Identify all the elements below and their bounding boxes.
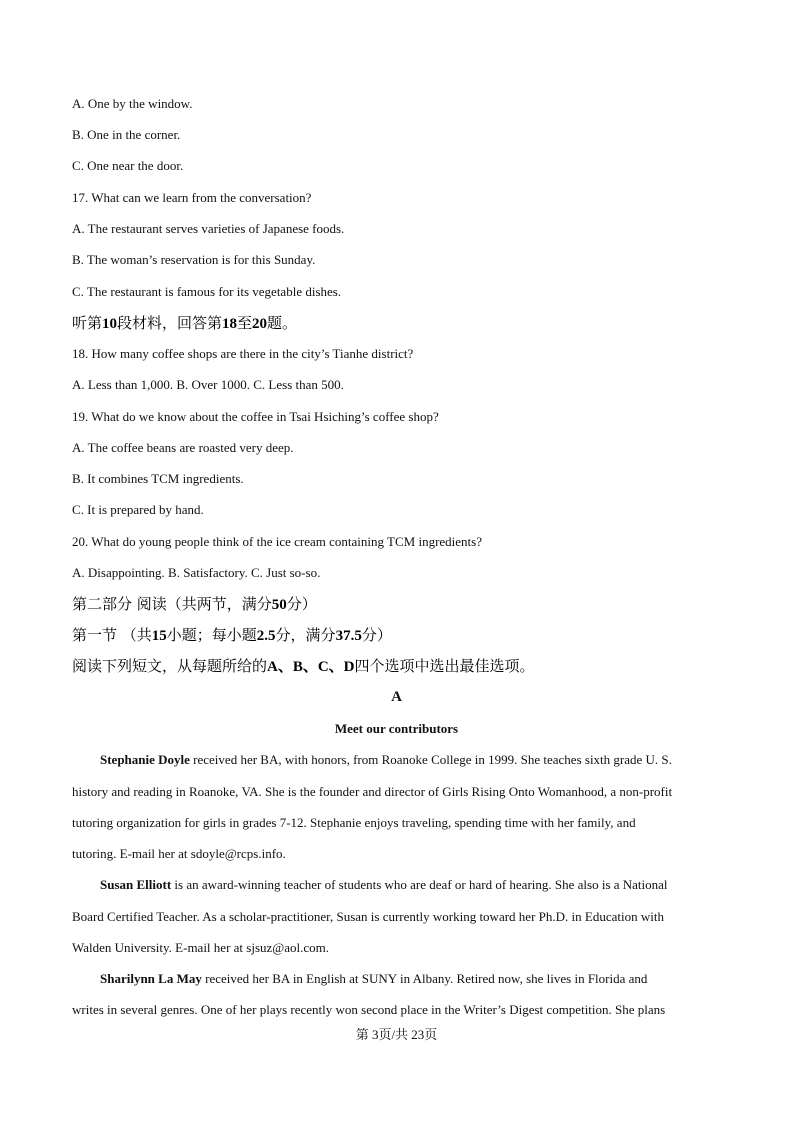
q20-options: A. Disappointing. B. Satisfactory. C. Just so-so. [72,565,321,580]
q17-question: 17. What can we learn from the conversation? [72,190,312,205]
q19-option-a: A. The coffee beans are roasted very deep. [72,440,294,455]
contributor-name: Stephanie Doyle [100,752,190,767]
passage-letter: A [391,689,402,705]
section-10-heading: 听第10段材料，回答第18至20题。 [72,314,298,332]
q18-options: A. Less than 1,000. B. Over 1000. C. Less than 500. [72,377,344,392]
q19-option-b: B. It combines TCM ingredients. [72,471,244,486]
section-1-heading: 第一节 （共15小题；每小题2.5分，满分37.5分） [72,626,392,644]
q17-option-b: B. The woman’s reservation is for this Sunday. [72,252,316,267]
q18-question: 18. How many coffee shops are there in the city’s Tianhe district? [72,346,414,361]
q19-question: 19. What do we know about the coffee in Tsai Hsiching’s coffee shop? [72,409,439,424]
contributor-name: Susan Elliott [100,877,172,892]
q20-question: 20. What do young people think of the ice cream containing TCM ingredients? [72,534,483,549]
passage-title: Meet our contributors [334,721,459,736]
contributor-name: Sharilynn La May [100,971,202,986]
page-footer: 第 3页/共 23页 [355,1027,438,1042]
q19-option-c: C. It is prepared by hand. [72,502,204,517]
q16-option-c: C. One near the door. [72,158,184,173]
q17-option-c: C. The restaurant is famous for its vegetable dishes. [72,284,342,299]
q17-option-a: A. The restaurant serves varieties of Japanese foods. [72,221,345,236]
q16-option-b: B. One in the corner. [72,127,181,142]
reading-instruction: 阅读下列短文，从每题所给的A、B、C、D四个选项中选出最佳选项。 [72,657,535,675]
part-2-heading: 第二部分 阅读（共两节，满分50分） [72,595,317,613]
q16-option-a: A. One by the window. [72,96,193,111]
